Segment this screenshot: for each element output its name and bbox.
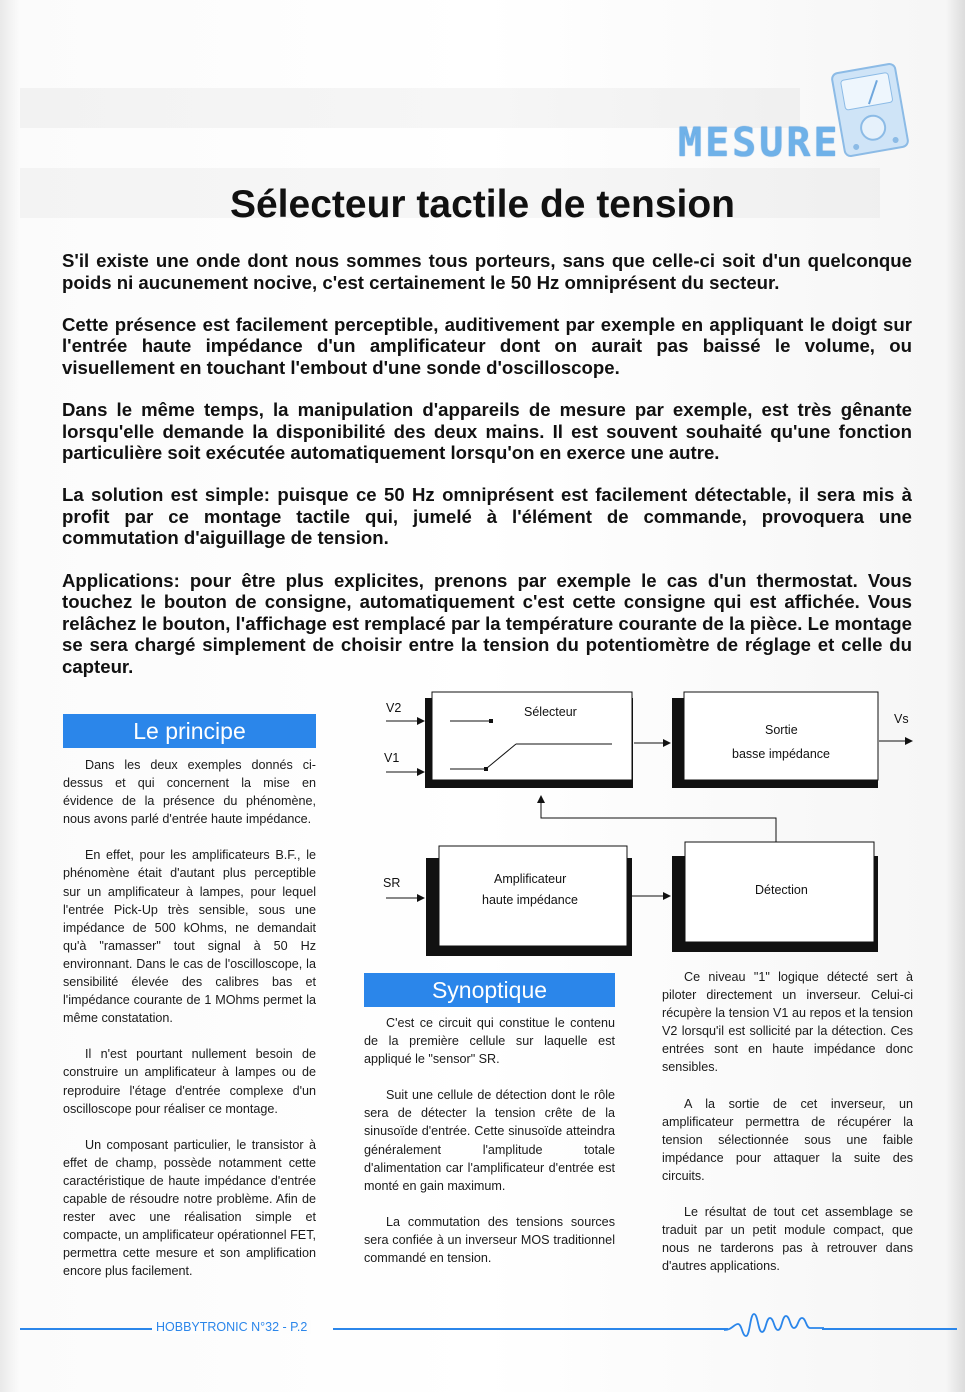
right-column [662, 968, 913, 1293]
article-title: Sélecteur tactile de tension [229, 183, 735, 226]
v1-label: V1 [384, 751, 400, 765]
footer-label: HOBBYTRONIC N°32 - P.2 [152, 1320, 311, 1334]
intro-paragraph: S'il existe une onde dont nous sommes tous porteurs, sans que celle-ci soit d'un quelconque poids ni aucunement nocive, c'est certainement le 50 Hz omniprésent du secteur. [62, 250, 912, 293]
principe-heading: Le principe [63, 714, 316, 748]
block-diagram [376, 688, 916, 958]
intro-paragraph: Dans le même temps, la manipulation d'appareils de mesure par exemple, est très gênante lorsqu'elle demande la disponibilité des deux mains. Il est souvent souhaité qu'une fonction particulière soit exécutée automatiquement lorsqu'on en exerce une autre. [62, 398, 912, 464]
detection-block [672, 842, 878, 952]
synoptique-heading: Synoptique [364, 973, 615, 1007]
bleed-through-shape [20, 78, 920, 278]
selector-label: Sélecteur [524, 705, 577, 719]
footer-rule-right [822, 1328, 957, 1330]
principe-paragraph: Dans les deux exemples donnés ci-dessus et qui concernent la mise en évidence de la présence du phénomène, nous avons parlé d'entrée haute impédance. [63, 758, 316, 827]
principe-paragraph: Il n'est pourtant nullement besoin de construire un amplificateur à lampes ou de reproduire l'étage d'entrée complexe d'un oscilloscope pour réaliser ce montage. [63, 1047, 316, 1116]
intro-paragraph: Applications: pour être plus explicites, prenons par exemple le cas d'un thermostat. Vous touchez le bouton de consigne, automatiquement c'est cette consigne qui est affichée. Vous relâchez le bouton, l'affichage est remplacé par la température courante de la pièce. Le montage se sera chargé simplement de choisir entre la tension du potentiomètre de réglage et celle du capteur. [62, 569, 912, 677]
amplifier-label-line1: Amplificateur [494, 872, 567, 886]
footer-rule-left [20, 1328, 155, 1330]
vs-label: Vs [894, 712, 909, 726]
intro-text [62, 250, 912, 698]
intro-paragraph: Cette présence est facilement perceptible, auditivement par exemple en appliquant le doigt sur l'entrée haute impédance d'un amplificateur dont on aurait pas baissé le volume, ou visuellement en touchant l'embout d'une sonde d'oscilloscope. [62, 313, 912, 378]
synoptique-paragraph: La commutation des tensions sources sera confiée à un inverseur MOS traditionnel commandé en tension. [364, 1214, 615, 1266]
right-paragraph: A la sortie de cet inverseur, un amplificateur permettra de récupérer la tension sélectionnée sous une faible impédance pour attaquer la suite des circuits. [662, 1096, 913, 1183]
principe-paragraph: Un composant particulier, le transistor à effet de champ, possède notamment cette caractéristique de haute impédance d'entrée capable de résoudre notre problème. Afin de rester avec une réalisation simple et compacte, un amplificateur opérationnel FET, permettra cette mesure et son amplification encore plus facilement. [63, 1137, 316, 1279]
sr-label: SR [383, 876, 401, 890]
output-label-line1: Sortie [765, 723, 798, 737]
selector-block [425, 692, 633, 788]
right-paragraph: Le résultat de tout cet assemblage se traduit par un petit module compact, que nous ne tarderons pas à retrouver dans d'autres applications. [662, 1205, 913, 1274]
output-label-line2: basse impédance [732, 747, 830, 761]
section-badge: MESURE [678, 120, 841, 166]
amplifier-block [426, 846, 632, 956]
synoptique-paragraph: C'est ce circuit qui constitue le contenu de la première cellule sur laquelle est appliqué le "sensor" SR. [364, 1016, 615, 1067]
principe-column [63, 756, 316, 1298]
signal-wave-icon [724, 1306, 824, 1342]
detection-label: Détection [755, 883, 808, 897]
amplifier-label-line2: haute impédance [482, 893, 578, 907]
v2-label: V2 [386, 701, 402, 715]
synoptique-paragraph: Suit une cellule de détection dont le rôle sera de détecter la tension crête de la sinusoïde d'entrée. Cette sinusoïde atteindra généralement l'amplitude totale d'alimentation car l'amplificateur d'entrée est monté en gain maximum. [364, 1088, 615, 1193]
synoptique-column [364, 1014, 615, 1285]
intro-paragraph: La solution est simple: puisque ce 50 Hz omniprésent est facilement détectable, il sera mis à profit par ce montage tactile qui, jumelé à l'élément de commande, provoquera une commutation d'aiguillage de tension. [62, 484, 912, 549]
footer-rule-middle [333, 1328, 728, 1330]
right-paragraph: Ce niveau "1" logique détecté sert à piloter directement un inverseur. Celui-ci récupère la tension V1 au repos et la tension V2 lorsqu'il est sollicité par la détection. Ces entrées sont en haute impédance donc sensibles. [662, 970, 913, 1075]
output-block [672, 692, 878, 788]
principe-paragraph: En effet, pour les amplificateurs B.F., le phénomène était d'autant plus perceptible sur un amplificateur à lampes, pour lequel l'entrée Pick-Up très sensible, sous une impédance de 500 kOhms, ne demandait qu'à "ramasser" tout signal à 50 Hz environnant. Dans le cas de l'oscilloscope, la sensibilité élevée des calibres bas et l'impédance courante de 1 MOhms permet la même constatation. [63, 848, 316, 1026]
